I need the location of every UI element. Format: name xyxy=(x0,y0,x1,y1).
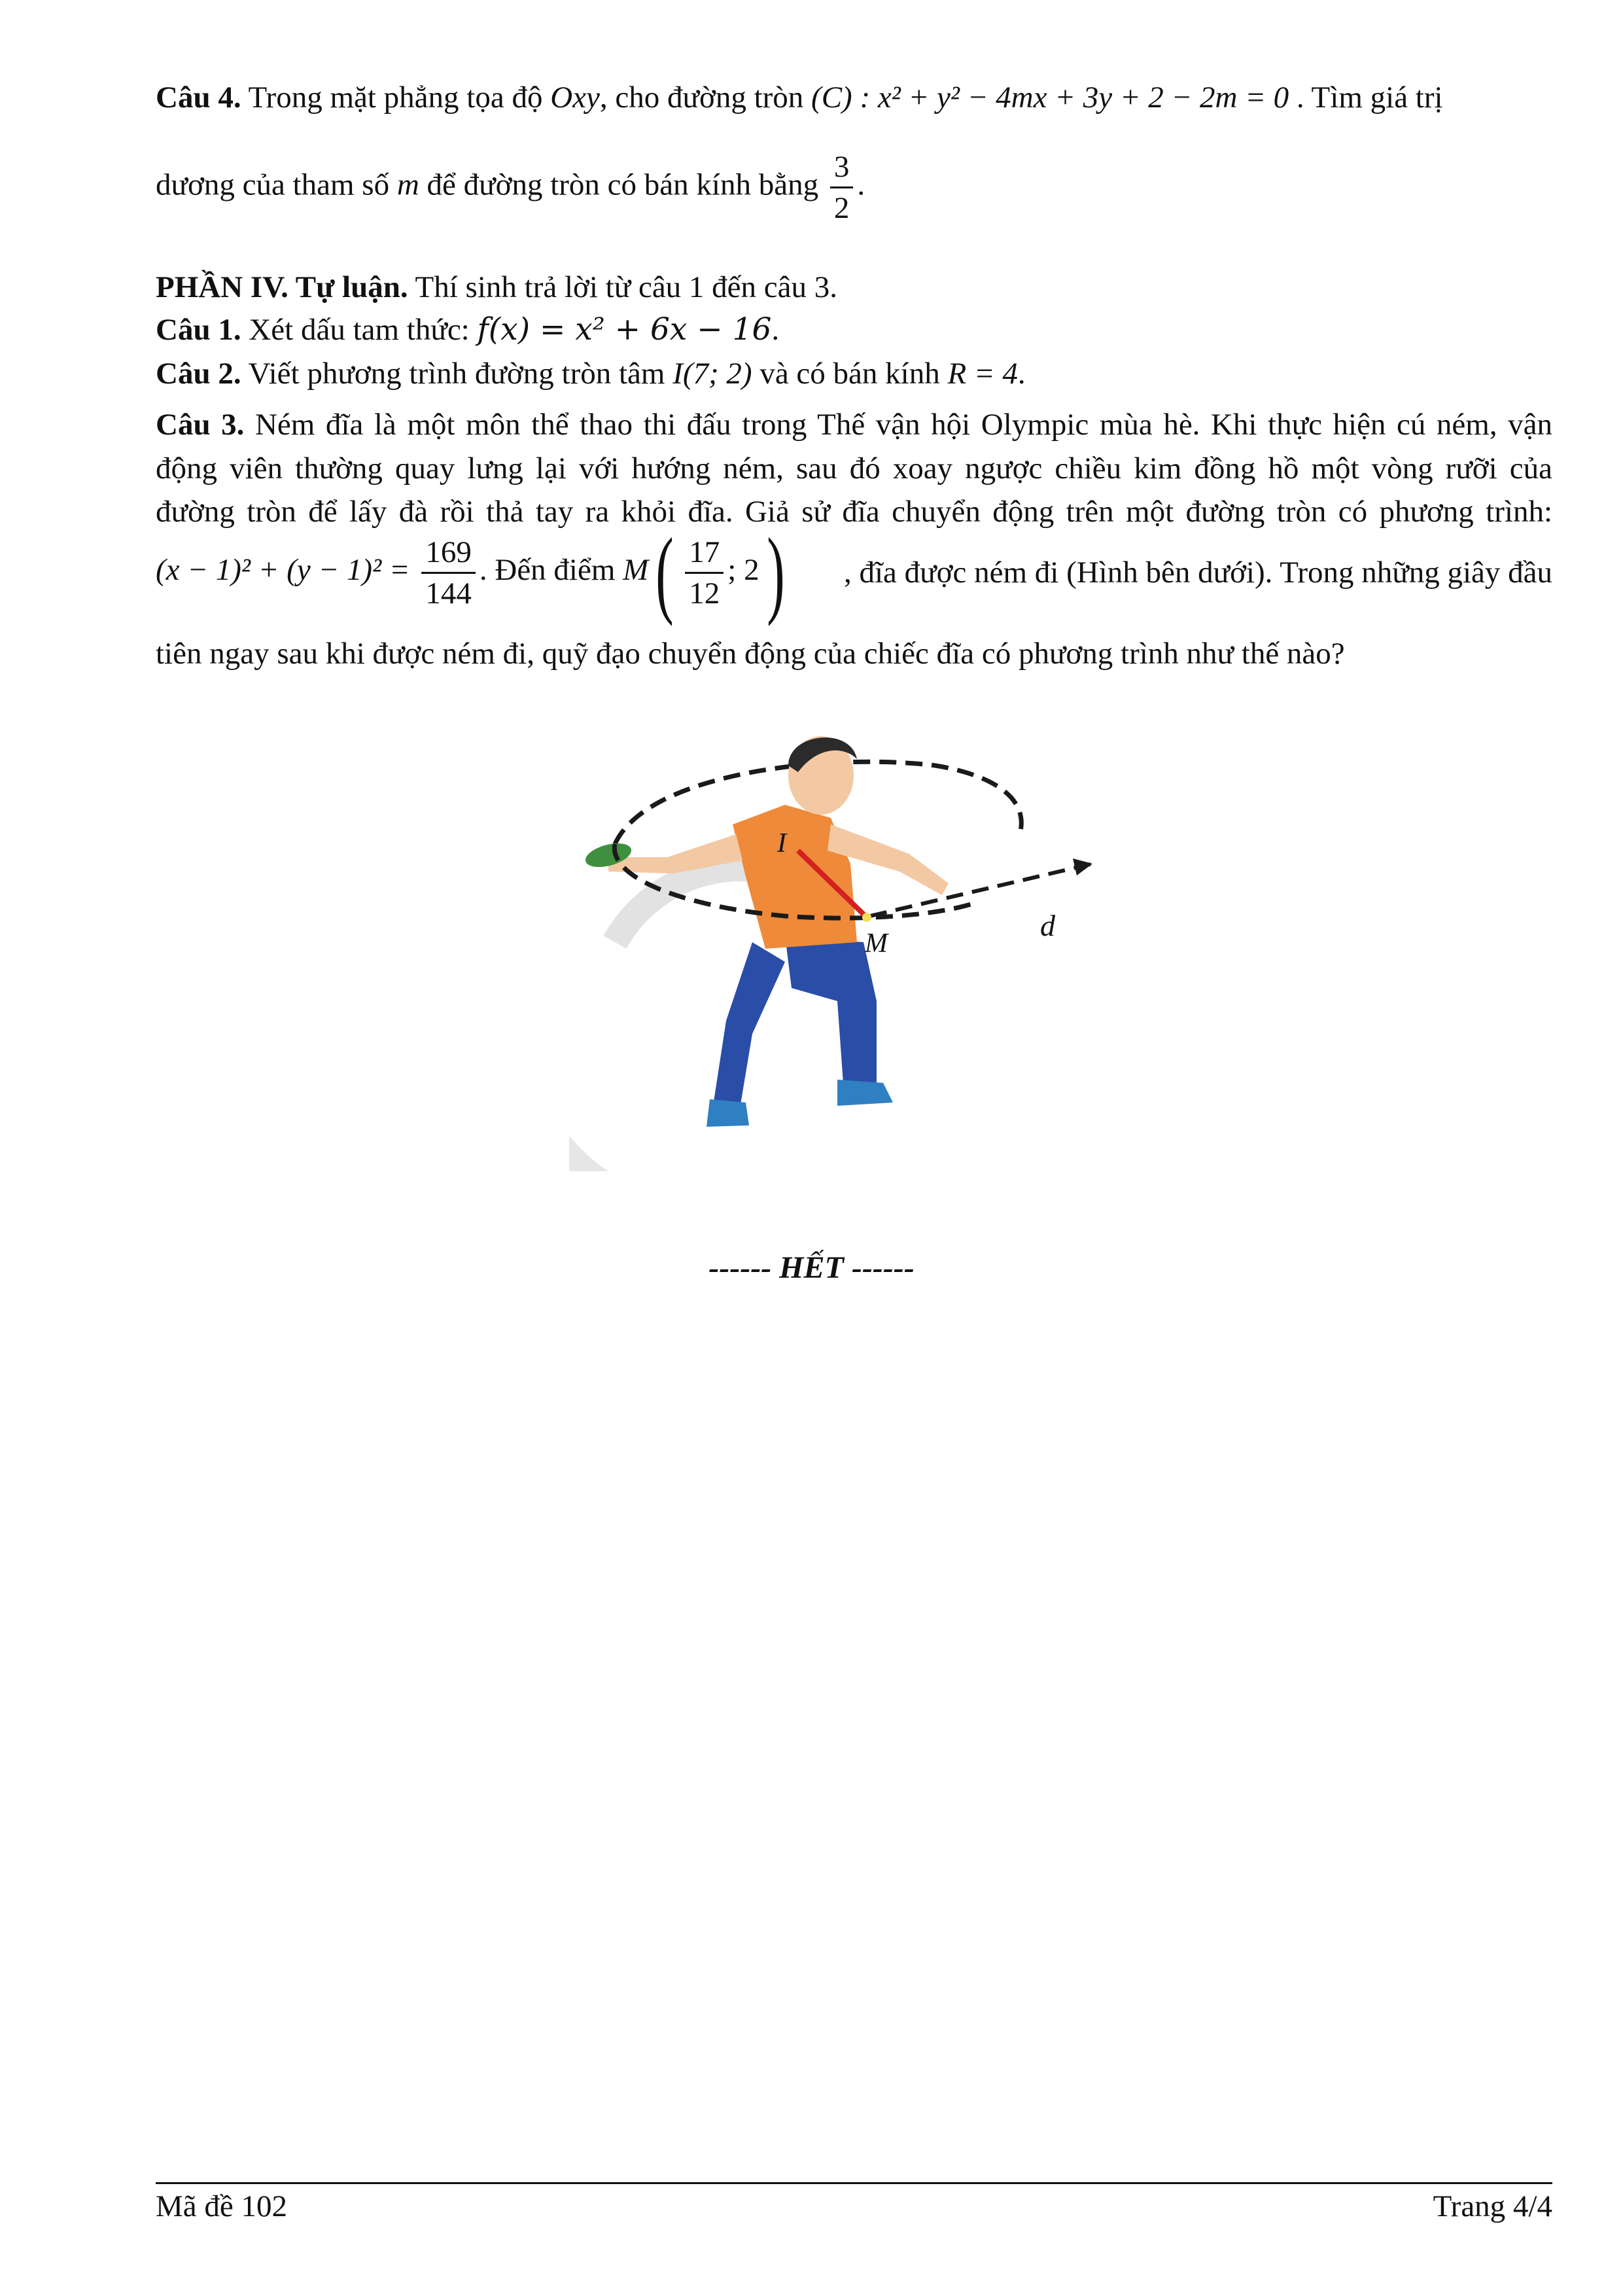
essay-3-label: Câu 3. xyxy=(156,408,245,442)
essay-3-point-fraction xyxy=(685,533,724,613)
q4-frac-den: 2 xyxy=(833,191,850,225)
question-4-label: Câu 4. xyxy=(156,80,241,115)
end-marker: ------ HẾT ------ xyxy=(708,1250,915,1285)
figure-label-M: M xyxy=(865,928,888,959)
question-4-line-1 xyxy=(156,75,1552,120)
figure-label-d: d xyxy=(1040,909,1055,942)
q4-oxy: Oxy xyxy=(550,80,600,115)
page-number: Trang 4/4 xyxy=(1433,2189,1552,2223)
essay-3-line-2-text: động viên thường quay lưng lại với hướng ném, sau đó xoay ngược chiều kim đồng hồ một vòng rưỡi của xyxy=(156,451,1552,486)
essay-question-3-line-1 xyxy=(156,402,1552,447)
essay-2-text-2: và có bán kính xyxy=(752,357,948,391)
figure-label-I: I xyxy=(777,828,786,858)
essay-3-equation xyxy=(156,518,792,627)
essay-question-3-line-5 xyxy=(156,631,1552,676)
q4-text-3: . Tìm giá trị xyxy=(1289,80,1443,115)
essay-2-radius: R = 4 xyxy=(947,357,1018,391)
essay-1-end: . xyxy=(771,313,780,347)
q4-circle-equation: (C) : x² + y² − 4mx + 3y + 2 − 2m = 0 xyxy=(811,80,1289,115)
essay-3-after-text: , đĩa được ném đi (Hình bên dưới). Trong những giây đầu xyxy=(844,556,1552,590)
q4-text-6: . xyxy=(857,168,865,202)
question-4-line-2 xyxy=(156,147,1552,228)
essay-question-1 xyxy=(156,308,1552,352)
essay-3-eq-num: 169 xyxy=(421,533,476,574)
discus-thrower-figure xyxy=(569,726,1112,1171)
right-paren: ) xyxy=(766,518,785,627)
part-4-heading xyxy=(156,265,1552,309)
part-4-title: PHẦN IV. Tự luận. xyxy=(156,270,408,304)
essay-question-3-line-2 xyxy=(156,446,1552,491)
essay-2-center: I(7; 2) xyxy=(672,357,752,391)
essay-3-line-3-text: đường tròn để lấy đà rồi thả tay ra khỏi đĩa. Giả sử đĩa chuyển động trên một đường tròn có phương trình: xyxy=(156,495,1552,529)
essay-2-end: . xyxy=(1017,357,1026,391)
essay-3-eq-lhs: (x − 1)² + (y − 1)² = xyxy=(156,552,418,587)
essay-1-label: Câu 1. xyxy=(156,313,241,347)
essay-3-eq-den: 144 xyxy=(425,576,472,610)
part-4-description: Thí sinh trả lời từ câu 1 đến câu 3. xyxy=(408,270,838,304)
essay-3-eq-fraction xyxy=(421,533,476,613)
essay-question-3-equation-line xyxy=(156,518,1552,627)
q4-text-5: để đường tròn có bán kính bằng xyxy=(419,168,826,202)
q4-param-m: m xyxy=(396,168,419,202)
essay-question-2 xyxy=(156,351,1552,396)
q4-text-1: Trong mặt phẳng tọa độ xyxy=(241,80,551,115)
essay-2-label: Câu 2. xyxy=(156,357,241,391)
essay-3-line-1-text: Ném đĩa là một môn thể thao thi đấu trong Thế vận hội Olympic mùa hè. Khi thực hiện cú ném, vận xyxy=(244,408,1552,442)
q4-text-2: , cho đường tròn xyxy=(599,80,812,115)
q4-text-4: dương của tham số xyxy=(156,168,397,202)
left-paren: ( xyxy=(655,518,674,627)
essay-3-point-num: 17 xyxy=(685,533,724,574)
essay-2-text: Viết phương trình đường tròn tâm xyxy=(241,357,673,391)
essay-1-formula: f(x) = x² + 6x − 16 xyxy=(477,311,772,347)
essay-3-point-text: . Đến điểm xyxy=(479,552,623,587)
exam-code: Mã đề 102 xyxy=(156,2189,288,2223)
essay-1-text: Xét dấu tam thức: xyxy=(241,313,478,347)
discus-thrower-illustration xyxy=(569,726,1112,1171)
q4-frac-num: 3 xyxy=(830,147,854,188)
footer-divider xyxy=(156,2182,1552,2184)
essay-3-line-5-text: tiên ngay sau khi được ném đi, quỹ đạo chuyển động của chiếc đĩa có phương trình như thế nào? xyxy=(156,637,1345,671)
essay-3-point-den: 12 xyxy=(689,576,720,610)
essay-3-point-name: M xyxy=(623,552,649,587)
essay-3-point-y: ; 2 xyxy=(727,552,759,587)
q4-radius-fraction xyxy=(830,147,854,228)
